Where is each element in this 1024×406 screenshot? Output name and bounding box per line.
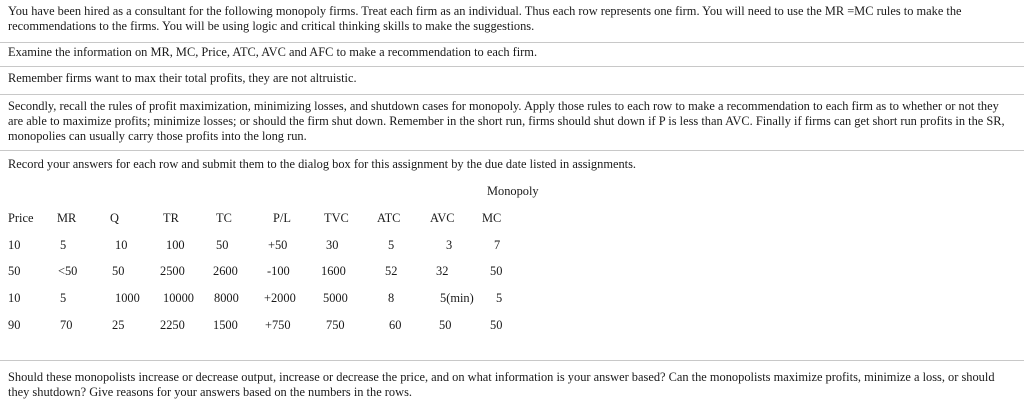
table-cell: 1500 (213, 318, 238, 332)
table-cell: <50 (58, 264, 78, 278)
column-header: P/L (273, 211, 291, 225)
table-cell: +750 (265, 318, 291, 332)
table-cell: -100 (267, 264, 290, 278)
table-cell: 70 (60, 318, 73, 332)
table-cell: 2600 (213, 264, 238, 278)
table-cell: 8 (388, 291, 395, 305)
divider (0, 150, 1024, 151)
table-cell: 25 (112, 318, 125, 332)
table-cell: 5 (60, 238, 67, 252)
table-cell: 50 (439, 318, 452, 332)
table-cell: 50 (216, 238, 229, 252)
column-header: TC (216, 211, 232, 225)
column-header: ATC (377, 211, 401, 225)
column-header: MR (57, 211, 77, 225)
table-cell: 50 (490, 318, 503, 332)
divider (0, 66, 1024, 67)
table-cell: 32 (436, 264, 449, 278)
submission-paragraph: Record your answers for each row and submit them to the dialog box for this assignment by the due date listed in assignments. (8, 157, 637, 171)
table-cell: 8000 (214, 291, 239, 305)
instruction-paragraph: Examine the information on MR, MC, Price, ATC, AVC and AFC to make a recommendation to each firm. (8, 45, 538, 59)
intro-paragraph: You have been hired as a consultant for the following monopoly firms. Treat each firm as an individual. Thus each row represents one firm. You will need to use the MR =MC rules to make the recommendations to the firms. You will be using logic and critical thinking skills to make the suggestions. (8, 4, 962, 33)
table-cell: 5000 (323, 291, 348, 305)
table-cell: +2000 (264, 291, 296, 305)
question-paragraph: Should these monopolists increase or decrease output, increase or decrease the price, and on what information is your answer based? Can the monopolists maximize profits, minimize a loss, or should they shutdown? Give reasons for your answers based on the numbers in the rows. (8, 370, 995, 399)
table-cell: 5 (388, 238, 395, 252)
table-cell: 1600 (321, 264, 346, 278)
table-cell: 30 (326, 238, 339, 252)
table-cell: 5 (496, 291, 503, 305)
table-cell: 10 (8, 291, 21, 305)
table-cell: 5 (60, 291, 67, 305)
column-header: Price (8, 211, 34, 225)
column-header: MC (482, 211, 502, 225)
table-cell: 50 (112, 264, 125, 278)
column-header: AVC (430, 211, 455, 225)
table-cell: 50 (8, 264, 21, 278)
reminder-paragraph: Remember firms want to max their total profits, they are not altruistic. (8, 71, 357, 85)
table-caption: Monopoly (487, 184, 539, 198)
divider (0, 94, 1024, 95)
table-cell: 3 (446, 238, 453, 252)
table-cell: 10000 (163, 291, 194, 305)
table-cell: 7 (494, 238, 501, 252)
column-header: TR (163, 211, 179, 225)
divider (0, 42, 1024, 43)
column-header: Q (110, 211, 119, 225)
table-cell: 10 (8, 238, 21, 252)
table-cell: 750 (326, 318, 345, 332)
rules-paragraph: Secondly, recall the rules of profit maximization, minimizing losses, and shutdown cases for monopoly. Apply those rules to each row to make a recommendation to each firm as to whether or not they are able to maximize profits; minimize losses; or should the firm shut down. Remember in the short run, firms should shut down if P is less than AVC. Finally if firms can get short run profits in the SR, monopolies can usually carry those profits into the long run. (8, 99, 1005, 143)
table-cell: 1000 (115, 291, 140, 305)
table-cell: +50 (268, 238, 288, 252)
table-cell: 5(min) (440, 291, 474, 305)
table-cell: 2500 (160, 264, 185, 278)
table-cell: 100 (166, 238, 185, 252)
table-cell: 90 (8, 318, 21, 332)
table-cell: 50 (490, 264, 503, 278)
divider (0, 360, 1024, 361)
column-header: TVC (324, 211, 349, 225)
table-cell: 52 (385, 264, 398, 278)
table-cell: 2250 (160, 318, 185, 332)
table-cell: 10 (115, 238, 128, 252)
table-cell: 60 (389, 318, 402, 332)
